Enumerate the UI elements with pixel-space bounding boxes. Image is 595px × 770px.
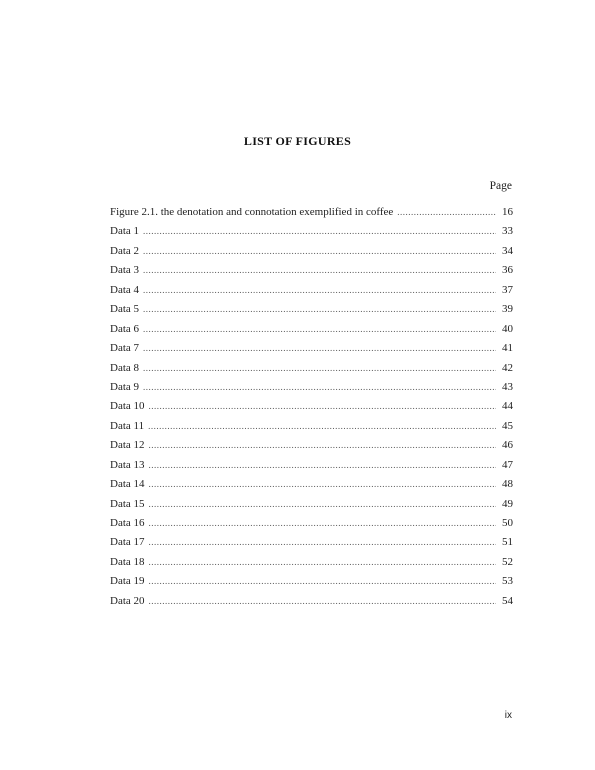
entry-label: Data 17 [110,536,145,549]
entry-label: Data 4 [110,283,140,296]
dot-leader [148,417,496,436]
list-item [110,359,513,378]
entry-page-number: 33 [502,225,513,238]
list-item [110,572,513,591]
page-column-header: Page [489,180,512,192]
list-item [110,281,513,300]
list-item [110,320,513,339]
dot-leader [143,300,496,319]
entry-label: Data 19 [110,575,145,588]
page-title: LIST OF FIGURES [243,134,352,148]
entry-page-number: 36 [502,264,513,277]
entry-page-number: 53 [502,575,513,588]
dot-leader [149,495,496,514]
list-item [110,475,513,494]
list-item [110,436,513,455]
entry-label: Data 9 [110,380,140,393]
list-item [110,553,513,572]
entry-page-number: 34 [502,244,513,257]
entry-label: Data 1 [110,225,140,238]
entry-label: Data 2 [110,244,140,257]
dot-leader [143,281,496,300]
dot-leader [143,242,496,261]
entry-page-number: 54 [502,594,513,607]
list-item [110,397,513,416]
entry-label: Data 3 [110,264,140,277]
list-item [110,417,513,436]
entry-page-number: 40 [502,322,513,335]
entry-label: Data 11 [110,419,145,432]
list-item [110,533,513,552]
list-item [110,339,513,358]
entry-page-number: 52 [502,555,513,568]
entry-label: Figure 2.1. the denotation and connotation exemplified in coffee [110,206,394,218]
entry-label: Data 5 [110,303,140,316]
dot-leader [143,359,496,378]
entry-label: Data 7 [110,342,140,355]
dot-leader [149,592,496,611]
dot-leader [143,339,496,358]
entry-label: Data 6 [110,322,140,335]
entry-label: Data 20 [110,594,145,607]
dot-leader [143,378,496,397]
list-item [110,495,513,514]
dot-leader [149,475,496,494]
list-item [110,592,513,611]
entry-label: Data 14 [110,478,145,491]
entry-label: Data 8 [110,361,140,374]
page-number: ix [504,710,512,721]
dot-leader [149,397,496,416]
dot-leader [149,436,496,455]
list-item [110,222,513,241]
dot-leader [143,261,496,280]
list-item [110,203,513,222]
dot-leader [143,222,496,241]
entry-page-number: 37 [502,283,513,296]
entry-page-number: 44 [502,400,513,413]
list-item [110,242,513,261]
list-item [110,514,513,533]
list-item [110,378,513,397]
dot-leader [149,514,496,533]
entry-label: Data 16 [110,517,145,529]
dot-leader [397,203,496,222]
entry-label: Data 18 [110,555,145,568]
dot-leader [149,553,496,572]
dot-leader [143,320,496,339]
dot-leader [149,533,496,552]
entry-page-number: 39 [502,303,513,316]
list-item [110,300,513,319]
entry-page-number: 41 [502,342,513,355]
list-item [110,456,513,475]
entry-label: Data 13 [110,458,145,471]
entry-page-number: 46 [502,439,513,452]
dot-leader [149,572,496,591]
entry-page-number: 16 [502,206,513,218]
entry-page-number: 43 [502,380,513,393]
entry-page-number: 49 [502,497,513,510]
list-of-figures [110,203,513,611]
entry-label: Data 10 [110,400,145,413]
entry-label: Data 12 [110,439,145,452]
entry-page-number: 48 [502,478,513,491]
entry-page-number: 51 [502,536,513,549]
entry-label: Data 15 [110,497,145,510]
entry-page-number: 50 [502,517,513,529]
dot-leader [149,456,496,475]
entry-page-number: 42 [502,361,513,374]
list-item [110,261,513,280]
entry-page-number: 47 [502,458,513,471]
entry-page-number: 45 [502,419,513,432]
